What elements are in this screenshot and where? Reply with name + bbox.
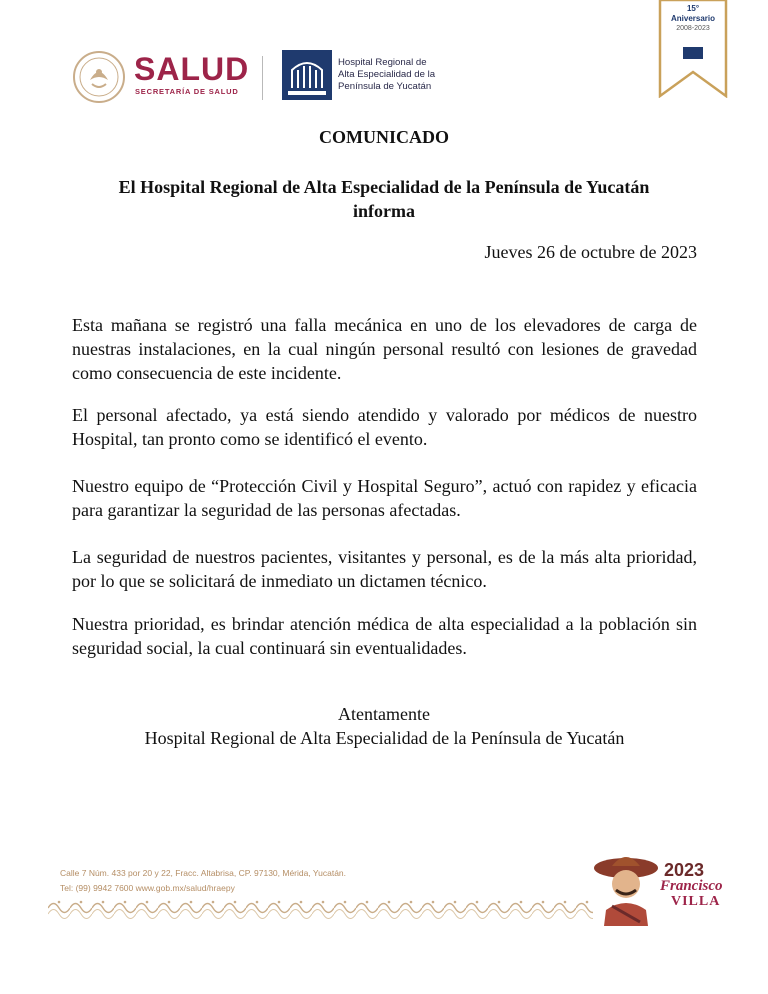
paragraph: Nuestro equipo de “Protección Civil y Hospital Seguro”, actuó con rapidez y eficacia para garantizar la seguridad de las personas afectadas. (72, 476, 697, 520)
anniversary-years: 2008-2023 (676, 25, 710, 32)
commemoration-first-name: Francisco (660, 878, 723, 894)
header-divider (262, 56, 263, 100)
commemoration-last-name: VILLA (671, 894, 721, 909)
paragraph: El personal afectado, ya está siendo atendido y valorado por médicos de nuestro Hospital, tan pronto como se identificó el evento. (72, 405, 697, 449)
hospital-name-line: Península de Yucatán (338, 81, 432, 92)
agency-subtitle: SECRETARÍA DE SALUD (135, 87, 239, 96)
paragraph: La seguridad de nuestros pacientes, visitantes y personal, es de la más alta prioridad, por lo que se solicitará de inmediato un dictamen técnico. (72, 547, 697, 591)
signature: Hospital Regional de Alta Especialidad de la Península de Yucatán (144, 728, 625, 748)
closing: Atentamente (338, 704, 430, 724)
francisco-villa-portrait-icon (592, 848, 660, 926)
footer-contact: Tel: (99) 9942 7600 www.gob.mx/salud/hraepy (60, 883, 235, 893)
paragraph: Nuestra prioridad, es brindar atención médica de alta especialidad a la población sin seguridad social, la cual continuará sin eventualidades. (72, 614, 697, 658)
document-title: COMUNICADO (319, 127, 449, 147)
decorative-pattern-band (48, 897, 593, 919)
hospital-name-line: Hospital Regional de (338, 57, 427, 68)
hospital-name (338, 57, 468, 93)
document-date: Jueves 26 de octubre de 2023 (484, 242, 697, 262)
document-subtitle: El Hospital Regional de Alta Especialidad de la Península de Yucatán informa (118, 177, 650, 221)
paragraph: Esta mañana se registró una falla mecánica en uno de los elevadores de carga de nuestras instalaciones, en la cual ningún personal resultó con lesiones de gravedad como consecuencia de este incidente. (72, 315, 697, 383)
footer-address: Calle 7 Núm. 433 por 20 y 22, Fracc. Altabrisa, CP. 97130, Mérida, Yucatán. (60, 868, 347, 878)
mexico-seal-icon (72, 50, 126, 104)
hospital-logo-icon (282, 50, 332, 100)
anniversary-label: Aniversario (670, 14, 716, 23)
anniversary-number: 15° (686, 4, 700, 13)
agency-name: SALUD (134, 51, 250, 87)
hospital-name-line: Alta Especialidad de la (338, 69, 436, 80)
commemoration-year: 2023 (664, 860, 705, 880)
